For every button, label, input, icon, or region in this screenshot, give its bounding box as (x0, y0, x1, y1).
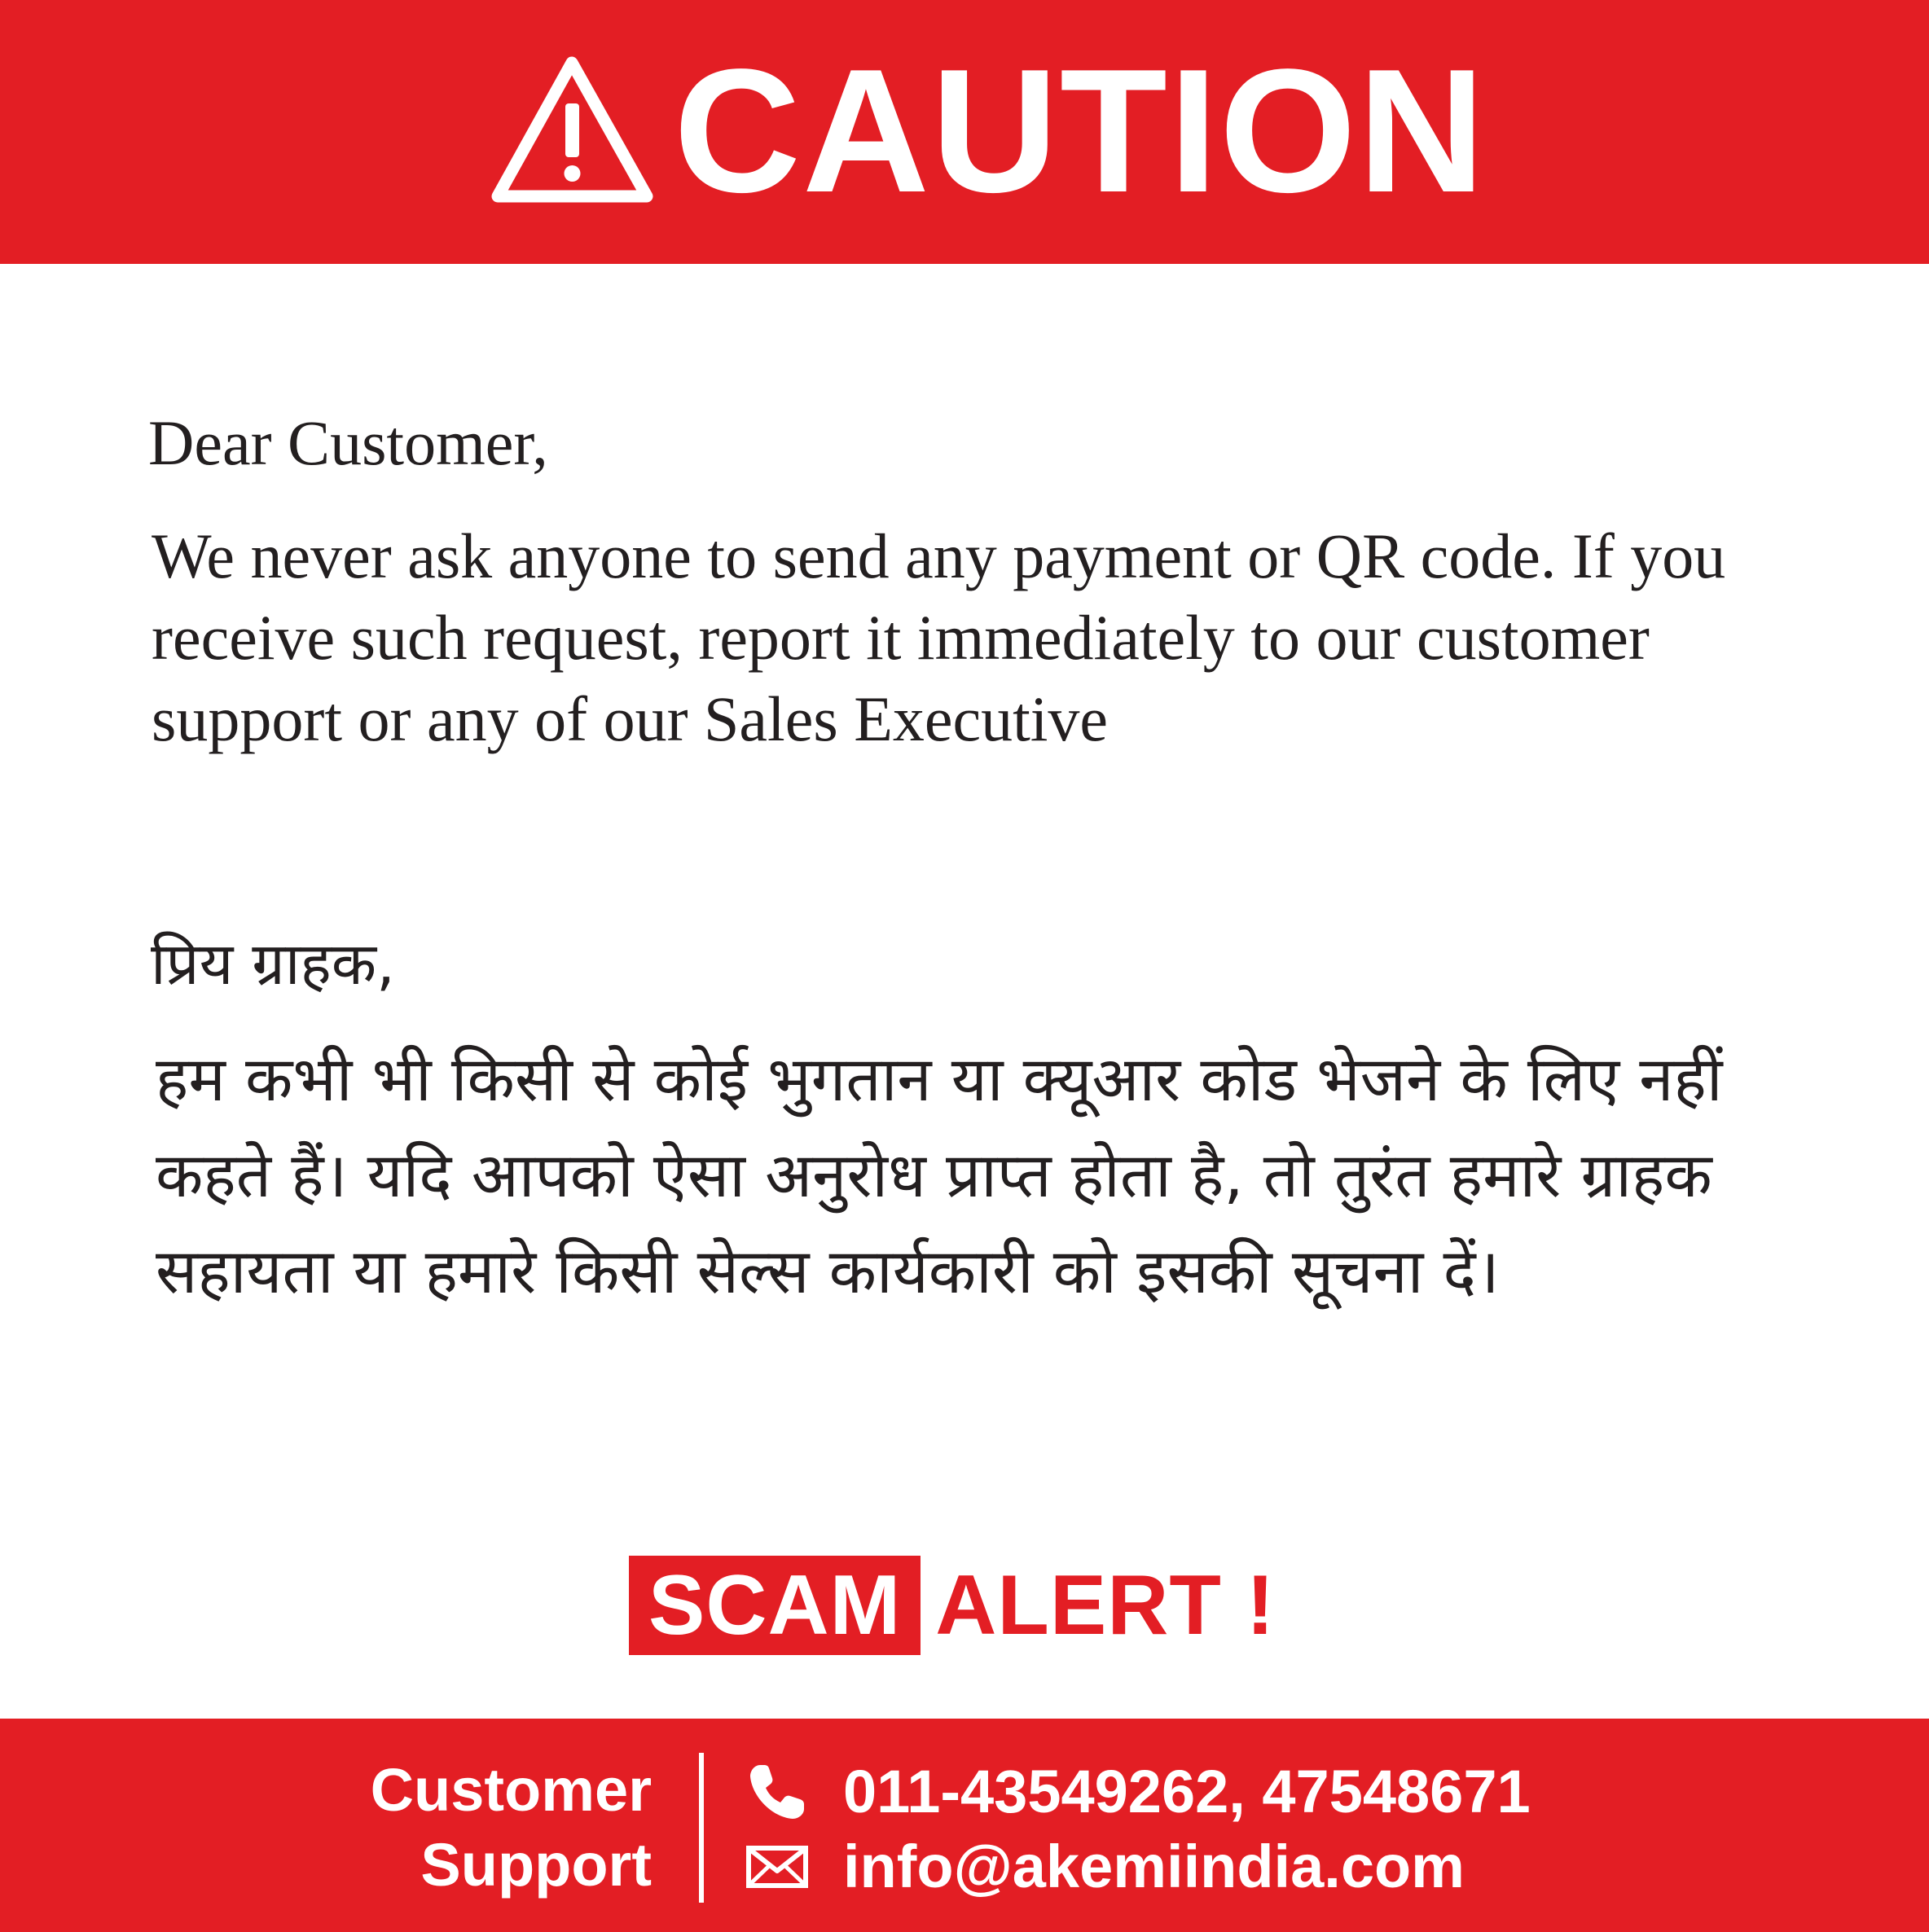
warning-triangle-icon (489, 53, 656, 208)
email-address: info@akemiindia.com (843, 1833, 1465, 1900)
envelope-icon (745, 1835, 809, 1899)
hindi-message: हम कभी भी किसी से कोई भुगतान या क्यूआर कोड भेजने के लिए नहीं कहते हैं। यदि आपको ऐसा अनुरोध प्राप्त होता है, तो तुरंत हमारे ग्राहक सहायता या हमारे किसी सेल्स कार्यकारी को इसकी सूचना दें। (156, 1043, 1723, 1308)
english-salutation: Dear Customer, (148, 407, 548, 478)
hindi-notice (151, 929, 1829, 1319)
customer-support-footer (0, 1719, 1929, 1932)
caution-title: CAUTION (674, 32, 1487, 229)
hindi-salutation: प्रिय ग्राहक, (151, 929, 395, 998)
phone-icon (745, 1760, 809, 1824)
customer-support-label (371, 1753, 652, 1903)
scam-label: SCAM (629, 1556, 921, 1655)
scam-alert-badge (629, 1556, 1275, 1655)
phone-number: 011-43549262, 47548671 (843, 1758, 1531, 1825)
phone-contact (745, 1754, 1531, 1829)
alert-label: ALERT ! (935, 1558, 1276, 1653)
support-label-line-2: Support (420, 1831, 652, 1899)
caution-banner (0, 0, 1929, 264)
footer-divider (699, 1753, 704, 1903)
caution-heading (489, 32, 1487, 229)
english-notice (148, 407, 1818, 760)
support-label-line-1: Customer (370, 1756, 652, 1824)
email-contact (745, 1829, 1465, 1904)
english-message: We never ask anyone to send any payment or QR code. If you receive such request, report it immediately to our customer support or any of our Sales Executive (152, 520, 1726, 754)
